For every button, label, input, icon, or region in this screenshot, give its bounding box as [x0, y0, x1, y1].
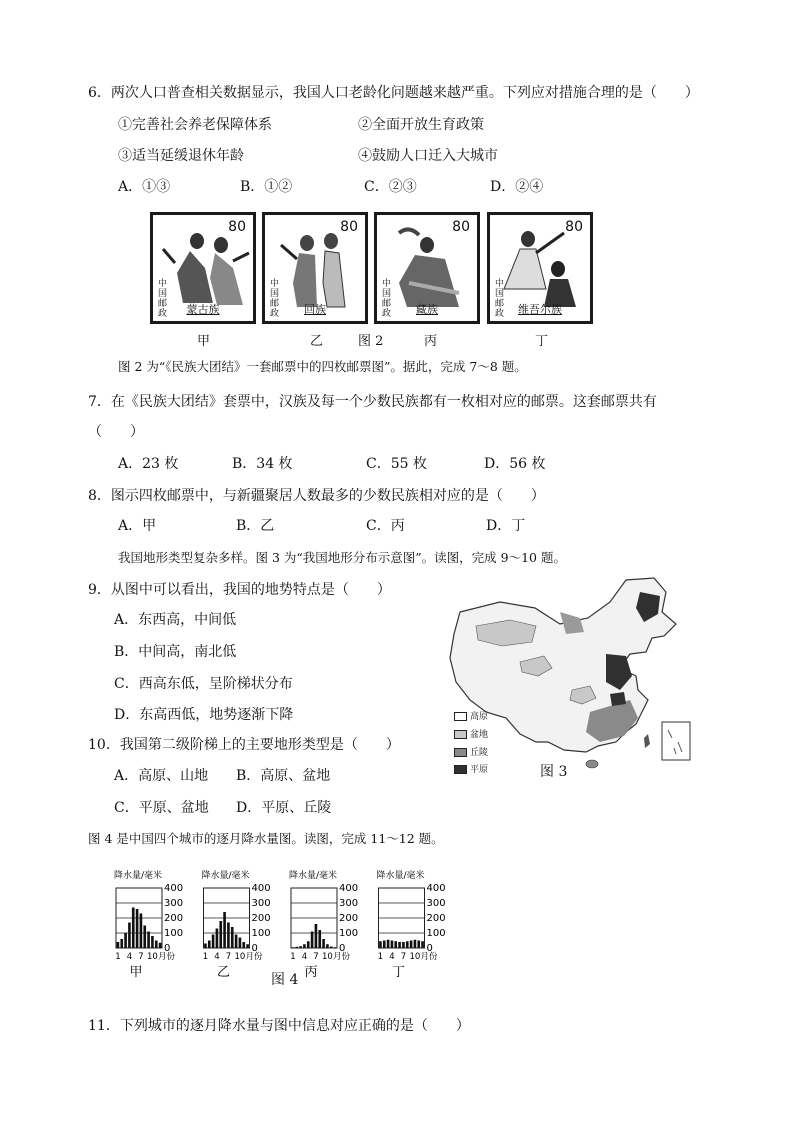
bar: [410, 941, 413, 949]
x-tick-label: 1: [202, 952, 209, 962]
bar: [140, 914, 143, 949]
x-tick-label: 7: [400, 952, 407, 962]
x-tick-label: 10: [147, 952, 158, 962]
stamp-value: 80: [565, 219, 583, 235]
x-tick-label: 7: [313, 952, 319, 962]
bar: [391, 941, 394, 949]
bar: [235, 935, 238, 949]
stamp-dancer-illustration: [492, 223, 590, 313]
stamp-name: 回族: [304, 303, 326, 316]
chart-label: 乙: [216, 965, 231, 980]
bar: [394, 941, 397, 948]
q10-option-c: C．平原、盆地: [114, 800, 209, 816]
fig3-intro: 我国地形类型复杂多样。图 3 为“我国地形分布示意图”。读图，完成 9～10 题。: [118, 550, 566, 565]
y-axis-title: 降水量/毫米: [376, 871, 425, 881]
q10-option-d: D．平原、丘陵: [236, 800, 332, 816]
stamp-dancer-illustration: [267, 223, 365, 313]
bar: [417, 941, 420, 949]
q8-stem: 8．图示四枚邮票中，与新疆聚居人数最多的少数民族相对应的是（ ）: [88, 488, 545, 504]
stamp-hui: [262, 212, 368, 324]
stamp-name: 维吾尔族: [518, 303, 562, 316]
stamp-label-ding: 丁: [535, 334, 549, 349]
bar: [204, 944, 207, 949]
stamp-mongol: [150, 212, 256, 324]
x-tick-label: 10: [234, 952, 246, 962]
bar: [379, 941, 382, 948]
q6-item-2: ②全面开放生育政策: [358, 117, 484, 133]
y-tick-label: 300: [251, 898, 271, 909]
figure-4-caption: 图 4: [271, 972, 299, 988]
y-tick-label: 100: [251, 928, 271, 939]
bar: [128, 923, 131, 949]
legend-swatch-basin: [454, 730, 467, 739]
y-tick-label: 400: [426, 883, 446, 894]
fig2-intro: 图 2 为“《民族大团结》一套邮票中的四枚邮票图”。据此，完成 7～8 题。: [118, 359, 527, 374]
q11-stem: 11．下列城市的逐月降水量与图中信息对应正确的是（ ）: [88, 1018, 470, 1034]
y-tick-label: 100: [164, 928, 184, 939]
precip-chart-1: [114, 869, 183, 980]
bar: [402, 942, 405, 948]
x-tick-label: 7: [138, 952, 144, 962]
stamp-dancer-illustration: [155, 223, 253, 313]
stamp-value: 80: [340, 219, 358, 235]
x-tick-label: 1: [290, 952, 296, 962]
stamp-label-yi: 乙: [310, 334, 324, 349]
q9-option-d: D．东高西低，地势逐渐下降: [114, 707, 294, 723]
bar: [242, 942, 245, 948]
q8-option-b: B．乙: [236, 518, 275, 534]
x-tick-label: 1: [377, 952, 384, 962]
x-axis-title: 月份: [420, 952, 438, 962]
chart-label: 丙: [304, 965, 318, 980]
bar: [406, 941, 409, 948]
stamp-dancer-illustration: [379, 223, 477, 313]
x-tick-label: 4: [301, 952, 308, 962]
bar: [124, 933, 127, 948]
y-tick-label: 200: [426, 913, 446, 924]
q7-stem-bracket: （ ）: [88, 424, 144, 440]
legend-label: 平原: [470, 765, 489, 775]
bar: [208, 941, 211, 949]
legend-swatch-plain: [454, 765, 467, 774]
bar: [223, 912, 226, 948]
chart-label: 甲: [129, 965, 143, 980]
q7-option-b: B．34 枚: [232, 456, 293, 472]
q10-option-a: A．高原、山地: [114, 768, 209, 784]
stamp-value: 80: [452, 219, 470, 235]
stamp-country: 中国邮政: [158, 279, 168, 319]
stamp-tibetan: [374, 212, 480, 324]
x-tick-label: 10: [322, 952, 333, 962]
bar: [414, 940, 417, 948]
bar: [151, 936, 154, 948]
y-tick-label: 200: [339, 913, 359, 924]
stamp-country: 中国邮政: [382, 279, 392, 319]
bar: [383, 941, 386, 949]
legend-label: 高原: [470, 712, 489, 722]
y-tick-label: 0: [339, 943, 346, 954]
bar: [387, 940, 390, 948]
legend-label: 丘陵: [470, 748, 489, 758]
q8-option-a: A．甲: [118, 518, 157, 534]
y-tick-label: 400: [339, 883, 359, 894]
bar: [155, 941, 158, 949]
y-tick-label: 300: [426, 898, 446, 909]
q6-option-c: C．②③: [364, 179, 417, 195]
bar: [307, 941, 310, 948]
bar: [239, 938, 242, 949]
x-tick-label: 4: [214, 952, 220, 962]
bar: [212, 935, 215, 949]
fig4-intro: 图 4 是中国四个城市的逐月降水量图。读图，完成 11～12 题。: [88, 831, 444, 846]
y-axis-title: 降水量/毫米: [288, 871, 338, 881]
q6-stem: 6．两次人口普查相关数据显示，我国人口老龄化问题越来越严重。下列应对措施合理的是（ ）: [88, 85, 699, 101]
q10-stem: 10．我国第二级阶梯上的主要地形类型是（ ）: [88, 737, 400, 753]
bar: [421, 941, 424, 948]
q7-option-a: A．23 枚: [118, 456, 179, 472]
stamp-label-jia: 甲: [197, 334, 211, 349]
bar: [219, 921, 222, 948]
legend-swatch-plateau: [454, 712, 467, 721]
bar: [136, 909, 139, 948]
bar: [326, 944, 329, 948]
precip-chart-4: [376, 869, 445, 980]
precipitation-charts: [108, 866, 468, 982]
stamp-name: 蒙古族: [186, 303, 220, 316]
bar: [159, 943, 162, 948]
q10-option-b: B．高原、盆地: [236, 768, 331, 784]
y-tick-label: 300: [164, 898, 184, 909]
x-axis-title: 月份: [245, 952, 263, 962]
q8-option-d: D．丁: [486, 518, 526, 534]
q9-stem: 9．从图中可以看出，我国的地势特点是（ ）: [88, 582, 391, 598]
y-tick-label: 200: [164, 913, 184, 924]
bar: [398, 942, 401, 948]
bar: [292, 947, 295, 948]
bar: [295, 947, 298, 948]
legend-basin: [454, 727, 488, 740]
x-tick-label: 4: [126, 952, 133, 962]
q7-option-d: D．56 枚: [484, 456, 546, 472]
q6-item-4: ④鼓励人口迁入大城市: [358, 148, 498, 164]
bar: [322, 939, 325, 948]
y-tick-label: 300: [339, 898, 359, 909]
figure-3-caption: 图 3: [540, 764, 568, 780]
stamp-label-bing: 丙: [424, 334, 438, 349]
stamp-uyghur: [487, 212, 593, 324]
x-tick-label: 1: [115, 952, 121, 962]
q7-option-c: C．55 枚: [366, 456, 427, 472]
q9-option-c: C．西高东低，呈阶梯状分布: [114, 676, 293, 692]
stamp-name: 藏族: [416, 303, 438, 316]
stamp-value: 80: [228, 219, 246, 235]
q6-option-d: D．②④: [490, 179, 544, 195]
y-axis-title: 降水量/毫米: [201, 871, 250, 881]
stamp-country: 中国邮政: [495, 279, 505, 319]
x-tick-label: 4: [389, 952, 395, 962]
q6-option-b: B．①②: [240, 179, 293, 195]
bar: [120, 939, 123, 948]
bar: [303, 944, 306, 948]
y-tick-label: 0: [164, 943, 171, 954]
y-tick-label: 100: [426, 928, 446, 939]
bar: [227, 923, 230, 949]
x-tick-label: 7: [225, 952, 232, 962]
bar: [318, 930, 321, 948]
y-tick-label: 100: [339, 928, 359, 939]
y-tick-label: 400: [251, 883, 271, 894]
legend-plain: [454, 762, 488, 775]
bar: [231, 927, 234, 948]
bar: [334, 947, 337, 948]
bar: [315, 924, 318, 948]
y-tick-label: 200: [251, 913, 271, 924]
chart-label: 丁: [391, 965, 406, 980]
q6-item-1: ①完善社会养老保障体系: [118, 117, 272, 133]
legend-hills: [454, 745, 488, 758]
bar: [147, 932, 150, 949]
legend-plateau: [454, 709, 488, 722]
q8-option-c: C．丙: [366, 518, 405, 534]
q7-stem: 7．在《民族大团结》套票中，汉族及每一个少数民族都有一枚相对应的邮票。这套邮票共有: [88, 394, 657, 410]
bar: [311, 932, 314, 949]
bar: [132, 908, 135, 949]
bar: [216, 929, 219, 949]
precip-chart-2: [201, 869, 270, 980]
y-tick-label: 400: [164, 883, 184, 894]
y-axis-title: 降水量/毫米: [113, 871, 163, 881]
figure-2-caption: 图 2: [358, 334, 384, 349]
q9-option-a: A．东西高，中间低: [114, 612, 237, 628]
y-tick-label: 0: [251, 943, 258, 954]
y-tick-label: 0: [426, 943, 433, 954]
q6-item-3: ③适当延缓退休年龄: [118, 148, 244, 164]
x-axis-title: 月份: [158, 952, 176, 962]
stamp-country: 中国邮政: [270, 279, 280, 319]
q6-option-a: A．①③: [118, 179, 171, 195]
legend-label: 盆地: [470, 730, 489, 740]
legend-swatch-hills: [454, 748, 467, 757]
bar: [330, 947, 333, 949]
bar: [246, 944, 249, 948]
q9-option-b: B．中间高，南北低: [114, 644, 237, 660]
bar: [143, 926, 146, 949]
precip-chart-3: [289, 869, 358, 980]
bar: [117, 942, 120, 948]
x-axis-title: 月份: [333, 952, 351, 962]
x-tick-label: 10: [409, 952, 421, 962]
bar: [299, 946, 302, 948]
